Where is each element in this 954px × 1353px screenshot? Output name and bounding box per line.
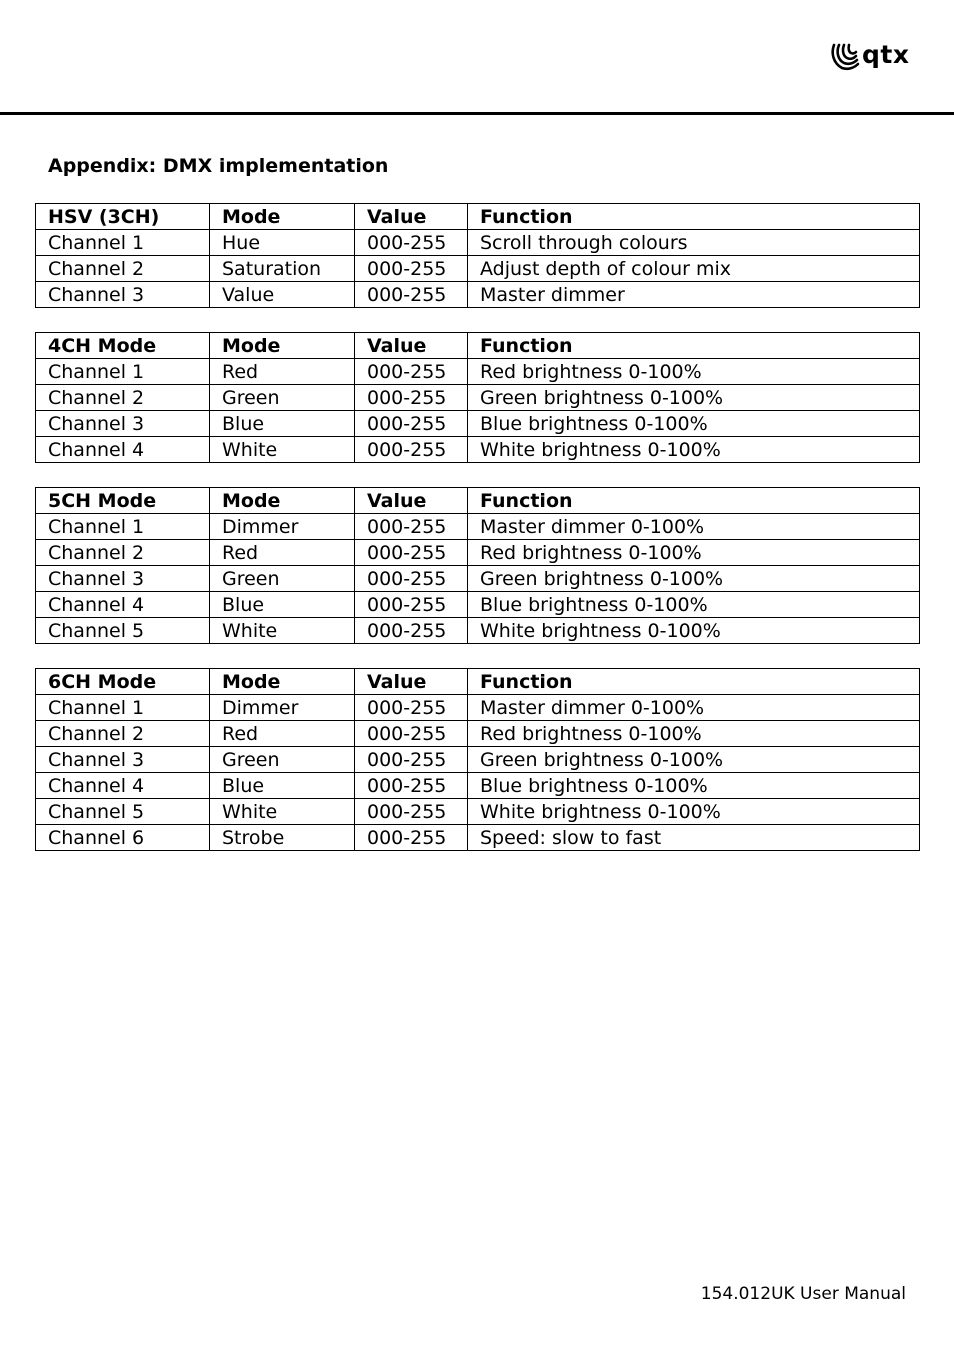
function-cell: Blue brightness 0-100% (468, 773, 920, 799)
value-cell: 000-255 (355, 514, 468, 540)
channel-cell: Channel 2 (36, 540, 210, 566)
mode-cell: Dimmer (210, 514, 355, 540)
channel-cell: Channel 1 (36, 230, 210, 256)
value-cell: 000-255 (355, 359, 468, 385)
channel-cell: Channel 6 (36, 825, 210, 851)
value-cell: 000-255 (355, 282, 468, 308)
mode-cell: White (210, 618, 355, 644)
column-header: Mode (210, 669, 355, 695)
dmx-table-hsv-3ch (35, 203, 920, 308)
value-cell: 000-255 (355, 385, 468, 411)
channel-cell: Channel 2 (36, 721, 210, 747)
channel-cell: Channel 3 (36, 411, 210, 437)
table-row (36, 618, 920, 644)
value-cell: 000-255 (355, 540, 468, 566)
column-header: Mode (210, 488, 355, 514)
channel-cell: Channel 3 (36, 747, 210, 773)
channel-cell: Channel 3 (36, 566, 210, 592)
column-header: Mode (210, 333, 355, 359)
mode-cell: Red (210, 540, 355, 566)
page-title: Appendix: DMX implementation (48, 155, 389, 177)
function-cell: Red brightness 0-100% (468, 540, 920, 566)
channel-cell: Channel 1 (36, 514, 210, 540)
column-header: Value (355, 669, 468, 695)
channel-cell: Channel 4 (36, 437, 210, 463)
function-cell: White brightness 0-100% (468, 799, 920, 825)
value-cell: 000-255 (355, 411, 468, 437)
function-cell: Blue brightness 0-100% (468, 411, 920, 437)
dmx-table-4ch (35, 332, 920, 463)
column-header: HSV (3CH) (36, 204, 210, 230)
mode-cell: Hue (210, 230, 355, 256)
mode-cell: Strobe (210, 825, 355, 851)
table-row (36, 359, 920, 385)
table-header-row (36, 669, 920, 695)
table-row (36, 773, 920, 799)
table-header-row (36, 333, 920, 359)
column-header: Mode (210, 204, 355, 230)
table-row (36, 514, 920, 540)
column-header: Value (355, 333, 468, 359)
channel-cell: Channel 3 (36, 282, 210, 308)
mode-cell: White (210, 799, 355, 825)
table-row (36, 230, 920, 256)
mode-cell: Green (210, 385, 355, 411)
column-header: 4CH Mode (36, 333, 210, 359)
function-cell: White brightness 0-100% (468, 618, 920, 644)
table-row (36, 282, 920, 308)
table-row (36, 825, 920, 851)
dmx-table-6ch (35, 668, 920, 851)
value-cell: 000-255 (355, 773, 468, 799)
table-row (36, 540, 920, 566)
function-cell: Master dimmer (468, 282, 920, 308)
value-cell: 000-255 (355, 230, 468, 256)
value-cell: 000-255 (355, 695, 468, 721)
function-cell: White brightness 0-100% (468, 437, 920, 463)
function-cell: Master dimmer 0-100% (468, 695, 920, 721)
channel-cell: Channel 5 (36, 618, 210, 644)
value-cell: 000-255 (355, 747, 468, 773)
header-rule (0, 112, 954, 115)
qtx-wave-icon (830, 41, 860, 71)
function-cell: Adjust depth of colour mix (468, 256, 920, 282)
value-cell: 000-255 (355, 799, 468, 825)
mode-cell: Saturation (210, 256, 355, 282)
function-cell: Red brightness 0-100% (468, 359, 920, 385)
function-cell: Green brightness 0-100% (468, 566, 920, 592)
table-row (36, 695, 920, 721)
channel-cell: Channel 5 (36, 799, 210, 825)
function-cell: Scroll through colours (468, 230, 920, 256)
footer-manual-reference: 154.012UK User Manual (700, 1284, 906, 1304)
function-cell: Red brightness 0-100% (468, 721, 920, 747)
value-cell: 000-255 (355, 618, 468, 644)
function-cell: Speed: slow to fast (468, 825, 920, 851)
column-header: 6CH Mode (36, 669, 210, 695)
value-cell: 000-255 (355, 566, 468, 592)
value-cell: 000-255 (355, 437, 468, 463)
channel-cell: Channel 4 (36, 592, 210, 618)
function-cell: Blue brightness 0-100% (468, 592, 920, 618)
value-cell: 000-255 (355, 592, 468, 618)
mode-cell: Green (210, 566, 355, 592)
table-row (36, 411, 920, 437)
table-header-row (36, 488, 920, 514)
mode-cell: Red (210, 721, 355, 747)
channel-cell: Channel 2 (36, 385, 210, 411)
table-row (36, 437, 920, 463)
table-row (36, 721, 920, 747)
brand-name: qtx (862, 39, 910, 69)
mode-cell: White (210, 437, 355, 463)
channel-cell: Channel 1 (36, 359, 210, 385)
table-row (36, 385, 920, 411)
column-header: Function (468, 669, 920, 695)
dmx-table-5ch (35, 487, 920, 644)
mode-cell: Blue (210, 411, 355, 437)
table-row (36, 256, 920, 282)
function-cell: Green brightness 0-100% (468, 385, 920, 411)
value-cell: 000-255 (355, 256, 468, 282)
mode-cell: Dimmer (210, 695, 355, 721)
function-cell: Master dimmer 0-100% (468, 514, 920, 540)
column-header: Function (468, 488, 920, 514)
value-cell: 000-255 (355, 825, 468, 851)
channel-cell: Channel 1 (36, 695, 210, 721)
table-row (36, 592, 920, 618)
column-header: Value (355, 488, 468, 514)
mode-cell: Green (210, 747, 355, 773)
table-row (36, 566, 920, 592)
mode-cell: Blue (210, 773, 355, 799)
column-header: Value (355, 204, 468, 230)
mode-cell: Red (210, 359, 355, 385)
table-row (36, 799, 920, 825)
channel-cell: Channel 4 (36, 773, 210, 799)
column-header: 5CH Mode (36, 488, 210, 514)
table-row (36, 747, 920, 773)
function-cell: Green brightness 0-100% (468, 747, 920, 773)
mode-cell: Blue (210, 592, 355, 618)
channel-cell: Channel 2 (36, 256, 210, 282)
table-header-row (36, 204, 920, 230)
brand-logo (830, 40, 909, 72)
column-header: Function (468, 204, 920, 230)
value-cell: 000-255 (355, 721, 468, 747)
mode-cell: Value (210, 282, 355, 308)
column-header: Function (468, 333, 920, 359)
